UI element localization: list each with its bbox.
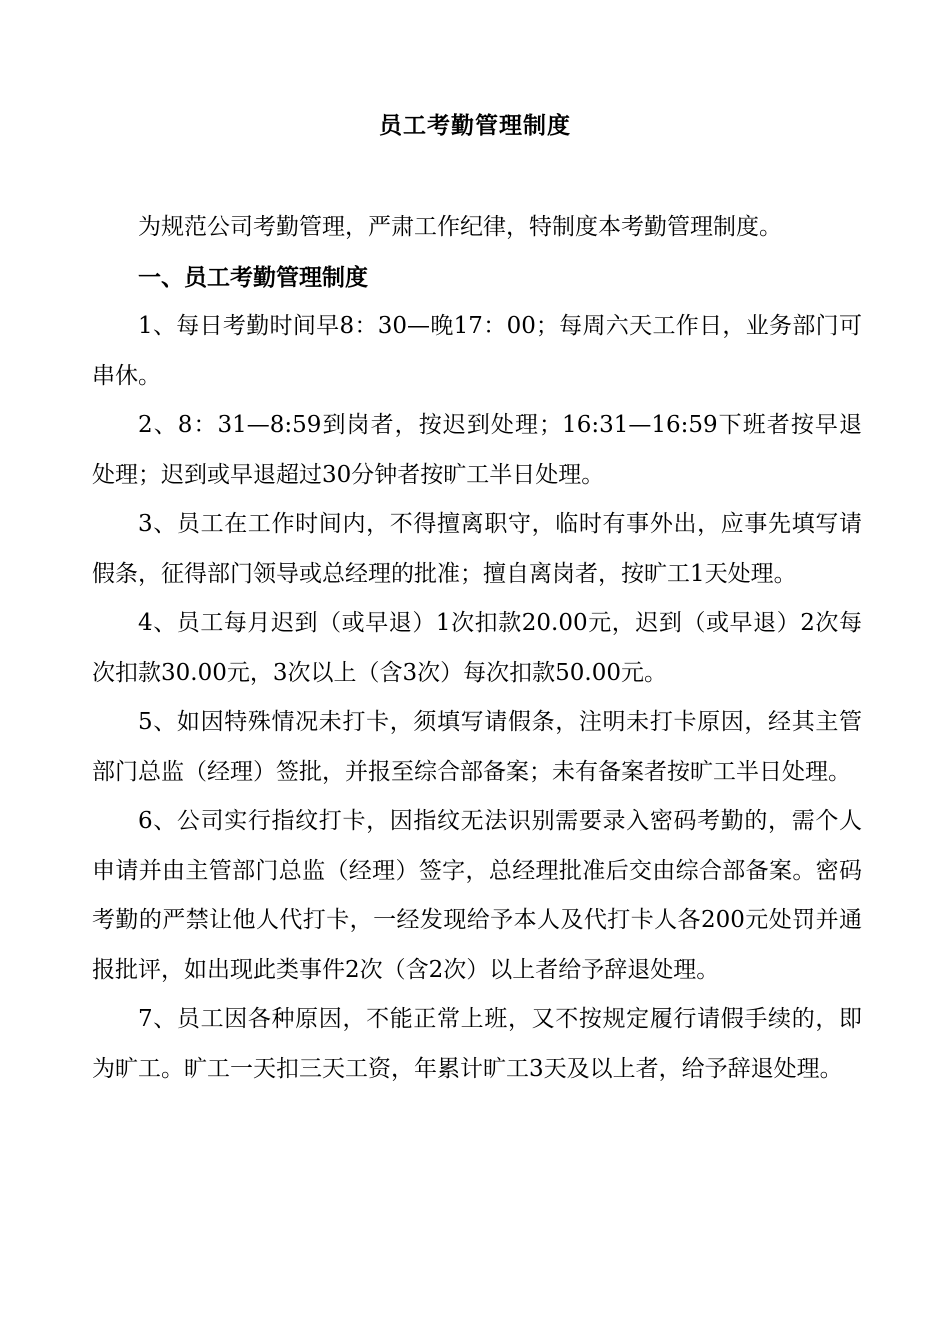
rule-item-6: 6、公司实行指纹打卡，因指纹无法识别需要录入密码考勤的，需个人申请并由主管部门总监（经理）签字，总经理批准后交由综合部备案。密码考勤的严禁让他人代打卡，一经发现给予本人及代打卡人各200元处罚并通报批评，如出现此类事件2次（含2次）以上者给予辞退处理。 (92, 808, 862, 983)
section-heading: 一、员工考勤管理制度 (138, 263, 368, 291)
rule-item-1: 1、每日考勤时间早8：30—晚17：00；每周六天工作日，业务部门可串休。 (92, 313, 862, 389)
rule-item-7: 7、员工因各种原因，不能正常上班，又不按规定履行请假手续的，即为旷工。旷工一天扣三天工资，年累计旷工3天及以上者，给予辞退处理。 (92, 1006, 862, 1082)
rule-item-2: 2、8：31—8:59到岗者，按迟到处理；16:31—16:59下班者按早退处理；迟到或早退超过30分钟者按旷工半日处理。 (92, 412, 862, 488)
rule-item-4: 4、员工每月迟到（或早退）1次扣款20.00元，迟到（或早退）2次每次扣款30.00元，3次以上（含3次）每次扣款50.00元。 (92, 610, 862, 686)
rule-item-3: 3、员工在工作时间内，不得擅离职守，临时有事外出，应事先填写请假条，征得部门领导或总经理的批准；擅自离岗者，按旷工1天处理。 (92, 511, 862, 587)
document-body (92, 203, 862, 1094)
rule-item-5: 5、如因特殊情况未打卡，须填写请假条，注明未打卡原因，经其主管部门总监（经理）签批，并报至综合部备案；未有备案者按旷工半日处理。 (92, 709, 862, 785)
intro-paragraph: 为规范公司考勤管理，严肃工作纪律，特制度本考勤管理制度。 (138, 214, 782, 240)
document-title: 员工考勤管理制度 (379, 112, 571, 139)
